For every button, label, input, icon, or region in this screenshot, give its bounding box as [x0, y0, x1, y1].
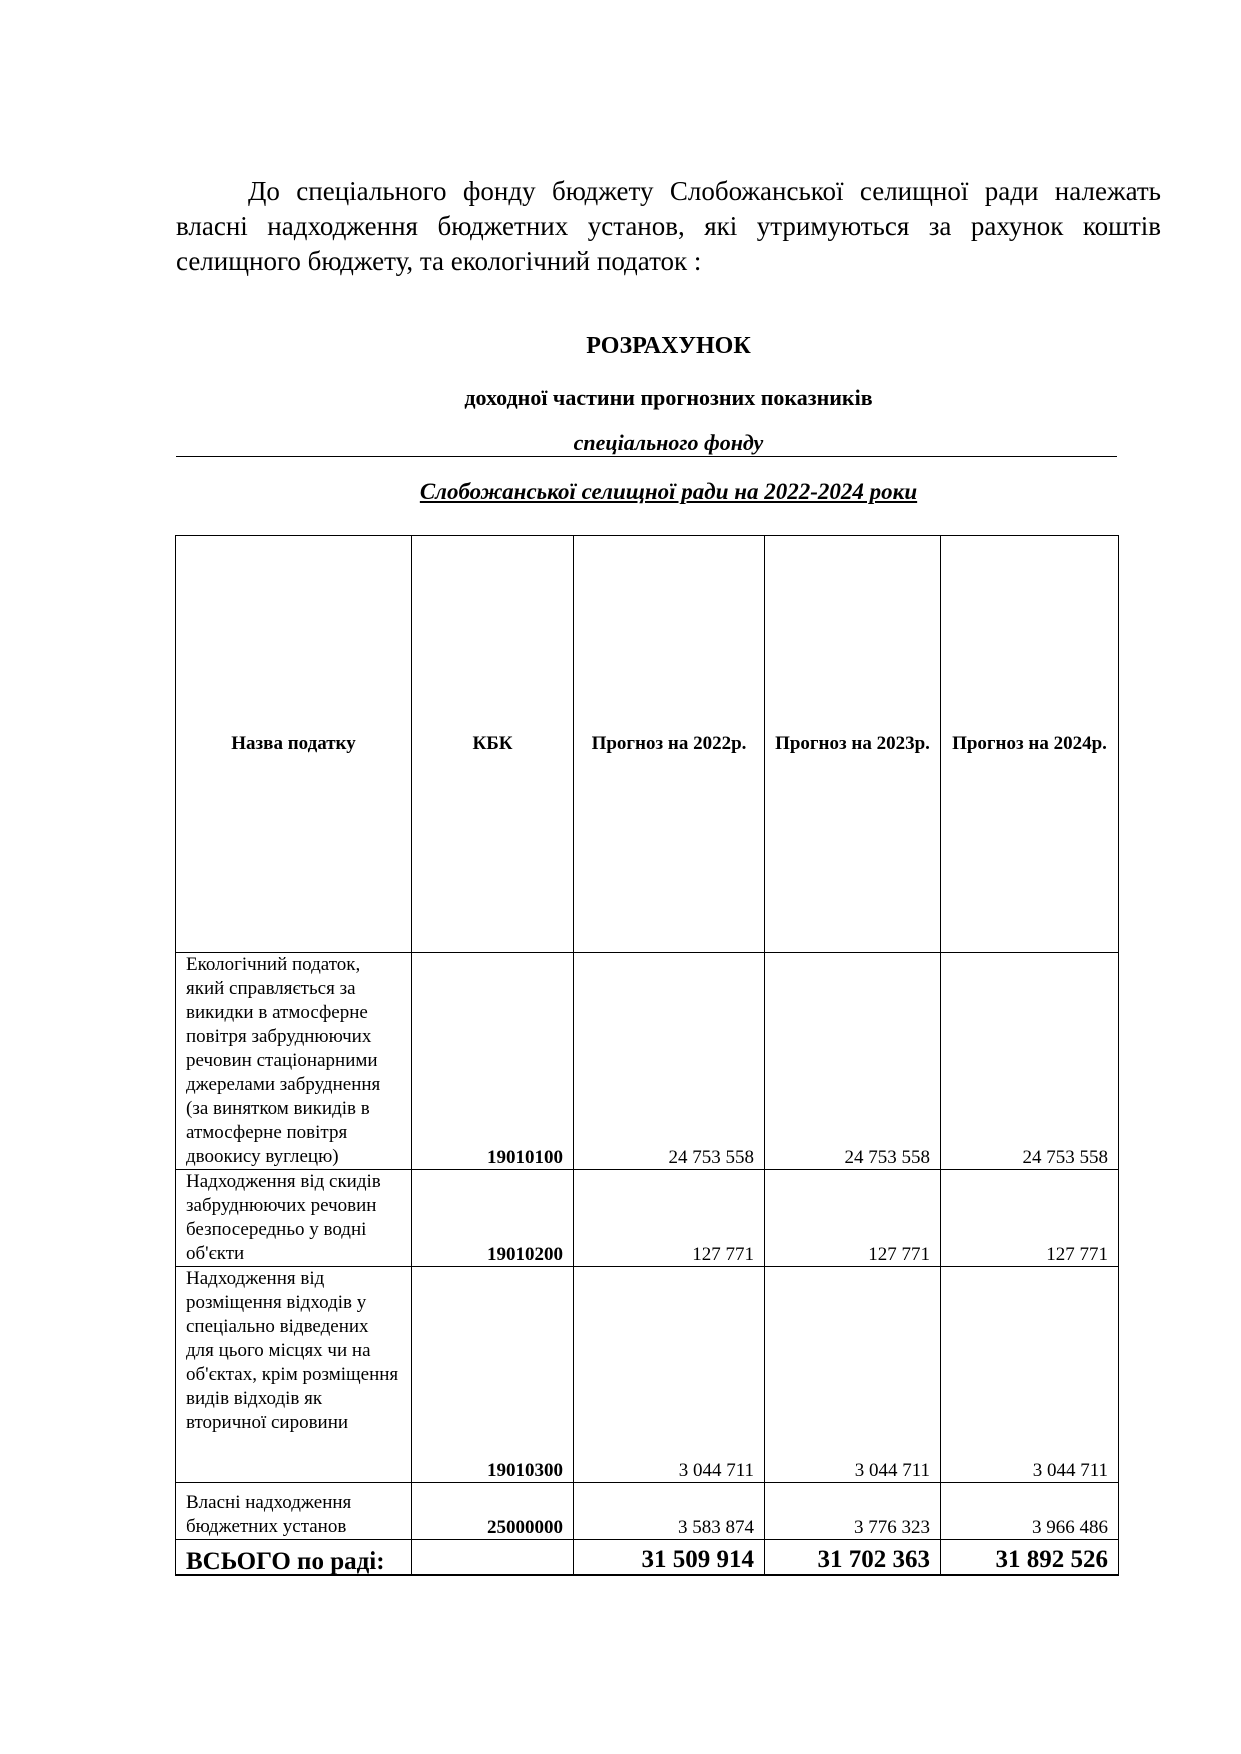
row-kbk: 25000000	[412, 1483, 574, 1540]
row-value-2024: 127 771	[941, 1170, 1119, 1267]
intro-paragraph	[176, 174, 1161, 279]
row-value-2022: 24 753 558	[574, 953, 765, 1170]
table-header-row	[176, 536, 1119, 953]
row-value-2023: 24 753 558	[765, 953, 941, 1170]
row-value-2022: 3 044 711	[574, 1267, 765, 1483]
row-value-2023: 127 771	[765, 1170, 941, 1267]
table-row	[176, 1170, 1119, 1267]
row-value-2022: 127 771	[574, 1170, 765, 1267]
document-subtitle-council: Слобожанської селищної ради на 2022-2024 роки	[419, 479, 918, 504]
table-total-row	[176, 1540, 1119, 1575]
table-row	[176, 1483, 1119, 1540]
intro-text: До спеціального фонду бюджету Слобожанської селищної ради належать власні надходження бюджетних установ, які утримуються за рахунок коштів селищного бюджету, та екологічний податок :	[176, 176, 1161, 276]
row-value-2024: 24 753 558	[941, 953, 1119, 1170]
row-name: Надходження від скидів забруднюючих речовин безпосередньо у водні об'єкти	[176, 1170, 412, 1267]
row-kbk: 19010100	[412, 953, 574, 1170]
row-kbk: 19010200	[412, 1170, 574, 1267]
document-subtitle: доходної частини прогнозних показників	[464, 385, 873, 410]
heading-rule	[176, 456, 1117, 457]
row-name: Надходження від розміщення відходів у спеціально відведених для цього місцях чи на об'єктах, крім розміщення видів відходів як вторичної сировини	[176, 1267, 412, 1483]
row-kbk: 19010300	[412, 1267, 574, 1483]
total-label: ВСЬОГО по раді:	[176, 1540, 412, 1575]
row-value-2023: 3 776 323	[765, 1483, 941, 1540]
document-title: РОЗРАХУНОК	[586, 333, 751, 359]
header-name: Назва податку	[176, 536, 412, 953]
row-name: Екологічний податок, який справляється за викидки в атмосферне повітря забруднюючих речовин стаціонарними джерелами забруднення (за винятком викидів в атмосферне повітря двоокису вуглецю)	[176, 953, 412, 1170]
row-value-2024: 3 044 711	[941, 1267, 1119, 1483]
header-2024: Прогноз на 2024р.	[941, 536, 1119, 953]
row-value-2023: 3 044 711	[765, 1267, 941, 1483]
total-value-2023: 31 702 363	[765, 1540, 941, 1575]
header-2022: Прогноз на 2022р.	[574, 536, 765, 953]
total-value-2024: 31 892 526	[941, 1540, 1119, 1575]
row-value-2022: 3 583 874	[574, 1483, 765, 1540]
table-row	[176, 953, 1119, 1170]
total-kbk-empty	[412, 1540, 574, 1575]
row-value-2024: 3 966 486	[941, 1483, 1119, 1540]
header-kbk: КБК	[412, 536, 574, 953]
header-2023: Прогноз на 2023р.	[765, 536, 941, 953]
total-value-2022: 31 509 914	[574, 1540, 765, 1575]
forecast-table	[175, 535, 1119, 1576]
row-name: Власні надходження бюджетних установ	[176, 1483, 412, 1540]
document-subtitle-fund: спеціального фонду	[573, 430, 764, 455]
table-row	[176, 1267, 1119, 1483]
